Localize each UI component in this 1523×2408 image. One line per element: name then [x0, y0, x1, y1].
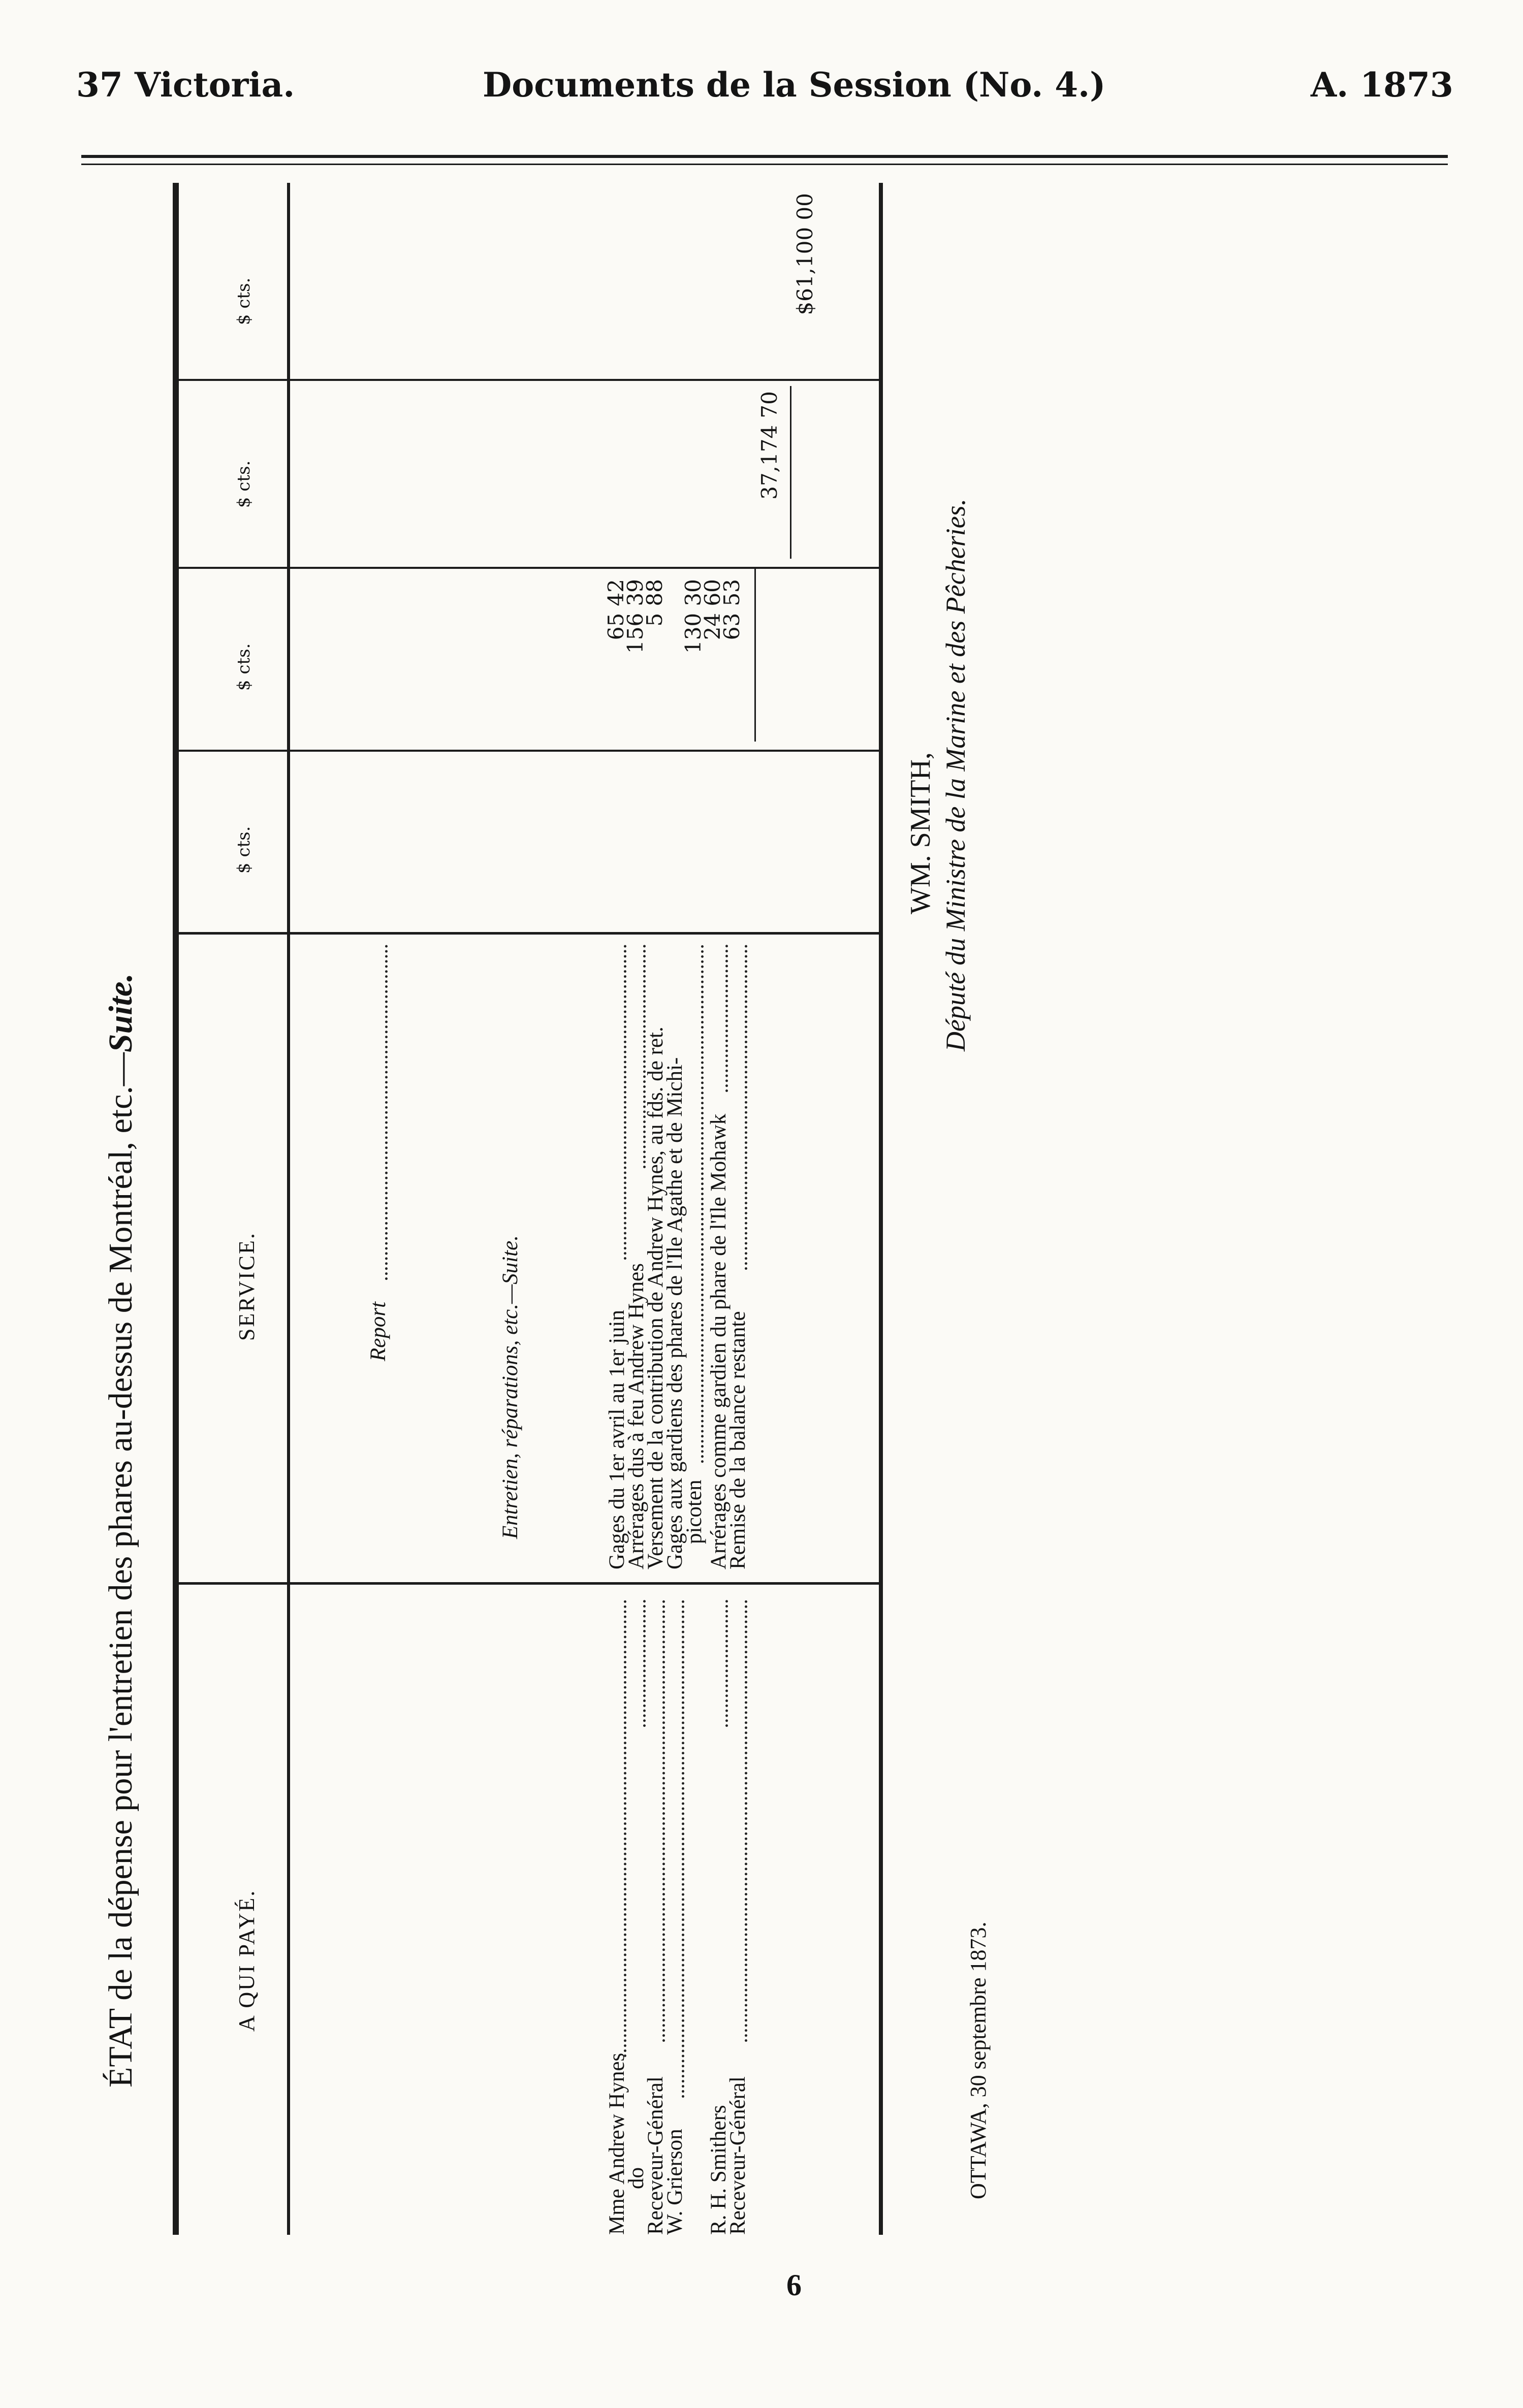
subtotal-value: 37,174 70 [757, 391, 782, 500]
col-sep-4 [178, 567, 879, 569]
rotated-table-page [81, 178, 1057, 2235]
place-date: OTTAWA, 30 septembre 1873. [966, 1921, 991, 2199]
col-sep-3 [178, 750, 879, 752]
service-cell: Gages du 1er avril au 1er juin [605, 1309, 629, 1569]
payee-leader [662, 1600, 665, 2042]
amount-cell: 24 60 [700, 579, 725, 640]
col-unit-3: $ cts. [234, 460, 254, 508]
amount-cell: 65 42 [604, 579, 628, 640]
col-sep-2 [178, 932, 879, 935]
header-title: Documents de la Session (No. 4.) [483, 65, 1106, 105]
amount-cell: 130 30 [681, 579, 706, 654]
payee-leader [725, 1600, 728, 1727]
report-label: Report [366, 1301, 390, 1361]
service-leader [725, 945, 728, 1092]
service-cell: Versement de la contribution de Andrew Hynes, au fds. de ret. [644, 1026, 668, 1569]
table-top-rule [173, 183, 179, 2235]
service-cell: Arrérages dus à feu Andrew Hynes [624, 1263, 648, 1569]
col-unit-1: $ cts. [234, 826, 254, 874]
signature-title: Député du Ministre de la Marine et des Pêcheries. [940, 498, 971, 1051]
table-bottom-rule [879, 183, 883, 2235]
payee-cell: Mme Andrew Hynes [605, 2052, 629, 2235]
page-number: 6 [786, 2268, 802, 2302]
col-unit-2: $ cts. [234, 643, 254, 691]
table-title: ÉTAT de la dépense pour l'entretien des phares au-dessus de Montréal, etc.—Suite. [102, 973, 139, 2088]
report-leader [385, 945, 388, 1280]
col-sep-5 [178, 379, 879, 381]
total-value: $61,100 00 [792, 193, 817, 315]
amount-cell: 63 53 [719, 579, 744, 640]
payee-leader [745, 1600, 747, 2042]
payee-leader [682, 1600, 684, 2098]
header-rule-bottom [81, 164, 1448, 165]
header-volume: 37 Victoria. [76, 65, 295, 105]
payee-cell: Receveur-Général [644, 2076, 668, 2235]
service-leader [624, 945, 626, 1260]
service-cell: Arrérages comme gardien du phare de l'Ile Mohawk [707, 1113, 731, 1569]
payee-leader [643, 1600, 646, 1727]
payee-cell: W. Grierson [663, 2129, 687, 2235]
signature-name: WM. SMITH, [905, 752, 936, 914]
amount-cell: 5 88 [642, 579, 667, 627]
service-leader [701, 945, 704, 1463]
payee-leader [624, 1600, 626, 2057]
sum-rule-1 [754, 569, 756, 742]
col-header-payee: A QUI PAYÉ. [234, 1889, 259, 2032]
sum-rule-2 [790, 386, 791, 559]
service-cell: Remise de la balance restante [726, 1311, 750, 1569]
service-cell-continued: picoten [682, 1480, 706, 1544]
col-unit-4: $ cts. [234, 277, 254, 325]
col-header-service: SERVICE. [234, 1232, 259, 1341]
section-heading: Entretien, réparations, etc.—Suite. [498, 1235, 522, 1539]
service-leader [745, 945, 747, 1270]
header-year: A. 1873 [1311, 65, 1453, 105]
payee-cell: do [624, 2167, 648, 2189]
header-rule-top [81, 155, 1448, 158]
amount-cell: 156 39 [623, 579, 648, 654]
payee-cell: Receveur-Général [726, 2076, 750, 2235]
service-cell: Gages aux gardiens des phares de l'Ile Agathe et de Michi- [663, 1057, 687, 1569]
table-head-rule [287, 183, 290, 2235]
col-sep-1 [178, 1582, 879, 1585]
payee-cell: R. H. Smithers [707, 2105, 731, 2235]
